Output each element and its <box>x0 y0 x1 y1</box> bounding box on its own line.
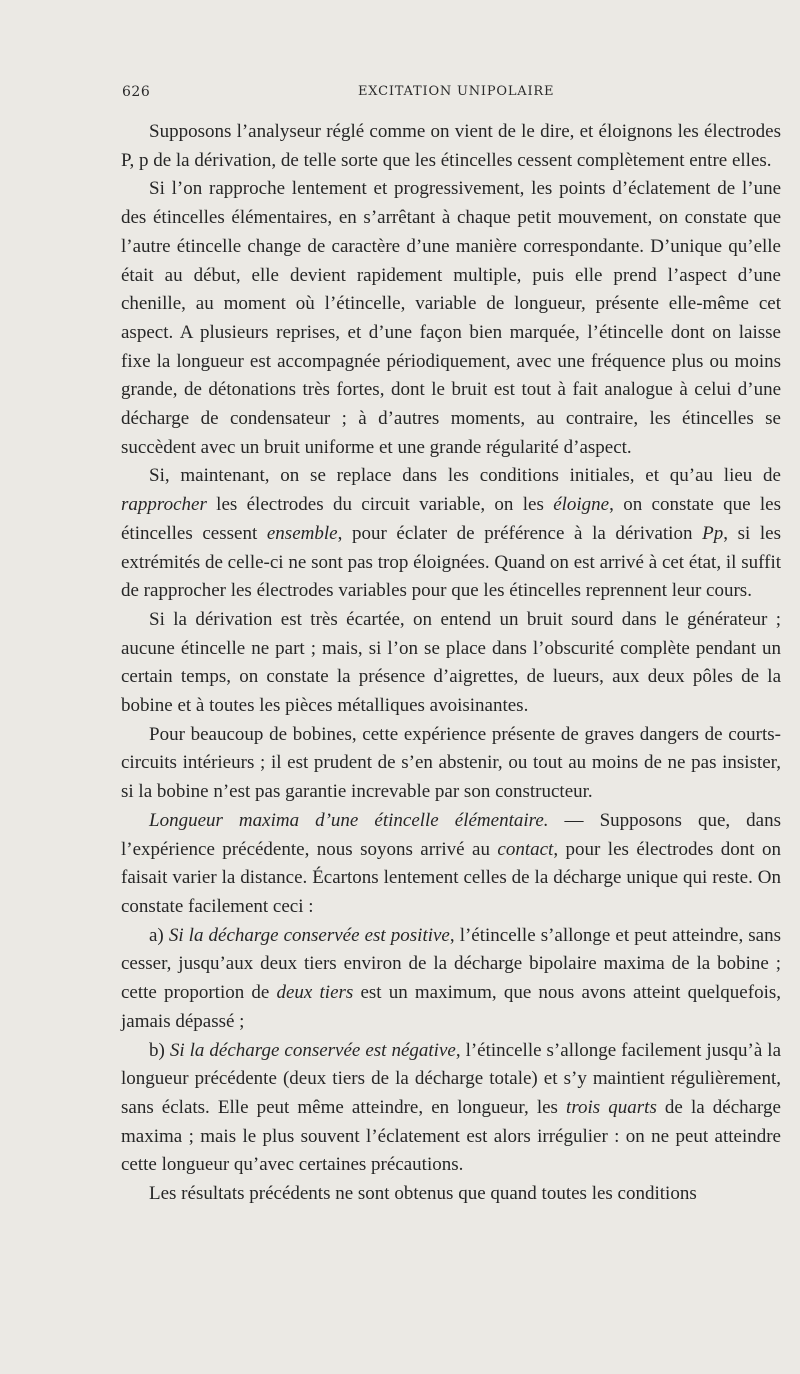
italic-term: ensemble <box>266 522 338 544</box>
italic-term: éloigne <box>553 494 610 516</box>
text-span: , l’étincelle s’allonge et peut atteindre, sans cesser, jusqu’aux deux tiers environ de la décharge bipolaire maxima de la bobine ; cette proportion de <box>121 924 781 1004</box>
paragraph-9: Les résultats précédents ne sont obtenus que quand toutes les conditions <box>149 1183 697 1205</box>
italic-term: Pp <box>702 522 724 544</box>
running-head <box>122 84 782 104</box>
italic-term: trois quarts <box>566 1096 657 1118</box>
paragraph-3 <box>121 462 781 606</box>
paragraph-2: Si l’on rapproche lentement et progressivement, les points d’éclatement de l’une des étincelles élémentaires, en s’arrêtant à chaque petit mouvement, on constate que l’autre étincelle change de caractère d’une manière correspondante. D’unique qu’elle était au début, elle devient rapidement multiple, puis elle prend l’aspect d’une chenille, au moment où l’étincelle, variable de longueur, présente elle-même cet aspect. A plusieurs reprises, et d’une façon bien marquée, l’étincelle dont on laisse fixe la longueur est accompagnée périodiquement, avec une fréquence plus ou moins grande, de détonations très fortes, dont le bruit est tout à fait analogue à celui d’une décharge de condensateur ; à d’autres moments, au contraire, les étincelles se succèdent avec un bruit uniforme et une grande régularité d’aspect. <box>121 178 781 458</box>
italic-term: deux tiers <box>276 982 354 1004</box>
text-span: , on constate que les étincelles cessent <box>121 494 781 544</box>
text-span: de la décharge maxima ; mais le plus souvent l’éclatement est alors irrégulier : on ne peut atteindre cette longueur qu’avec certaines précautions. <box>121 1096 781 1176</box>
italic-term: Si la décharge conservée est négative <box>169 1039 456 1061</box>
page-number: 626 <box>122 84 151 100</box>
paragraph-7 <box>121 922 781 1037</box>
text-span: — Supposons que, dans l’expérience précédente, nous soyons arrivé au <box>121 809 781 860</box>
italic-term: contact <box>497 838 554 860</box>
paragraph-4: Si la dérivation est très écartée, on entend un bruit sourd dans le générateur ; aucune étincelle ne part ; mais, si l’on se place dans l’obscurité complète pendant un certain temps, on constate la présence d’aigrettes, de lueurs, aux deux pôles de la bobine et à toutes les pièces métalliques avoisinantes. <box>121 608 781 717</box>
section-heading: Longueur maxima d’une étincelle élémentaire. <box>149 809 549 831</box>
text-span: est un maximum, que nous avons atteint quelquefois, jamais dépassé ; <box>121 982 781 1032</box>
text-span: les électrodes du circuit variable, on les <box>206 494 554 516</box>
paragraph-6 <box>121 807 781 922</box>
paragraph-5: Pour beaucoup de bobines, cette expérience présente de graves dangers de courts-circuits intérieurs ; il est prudent de s’en abstenir, ou tout au moins de ne pas insister, si la bobine n’est pas garantie increvable par son constructeur. <box>121 723 781 803</box>
paragraph-1: Supposons l’analyseur réglé comme on vient de le dire, et éloignons les électrodes P, p de la dérivation, de telle sorte que les étincelles cessent complètement entre elles. <box>121 121 781 171</box>
text-span: , l’étincelle s’allonge facilement jusqu’à la longueur précédente (deux tiers de la décharge totale) et s’y maintient régulièrement, sans éclats. Elle peut même atteindre, en longueur, les <box>121 1039 782 1118</box>
running-title: EXCITATION UNIPOLAIRE <box>358 84 555 99</box>
list-marker: b) <box>149 1039 170 1061</box>
text-span: , pour les électrodes dont on faisait varier la distance. Écartons lentement celles de la décharge unique qui reste. On constate facilement ceci : <box>121 838 781 917</box>
italic-term: Si la décharge conservée est positive <box>168 924 450 946</box>
body-text <box>121 118 781 1209</box>
paragraph-8 <box>121 1037 781 1181</box>
italic-term: rapprocher <box>121 494 207 516</box>
text-span: , si les extrémités de celle-ci ne sont pas trop éloignées. Quand on est arrivé à cet état, il suffit de rapprocher les électrodes variables pour que les étincelles reprennent leur cours. <box>121 522 781 602</box>
text-span: Si, maintenant, on se replace dans les conditions initiales, et qu’au lieu de <box>149 465 781 487</box>
text-span: , pour éclater de préférence à la dérivation <box>337 522 703 544</box>
list-marker: a) <box>149 924 169 946</box>
